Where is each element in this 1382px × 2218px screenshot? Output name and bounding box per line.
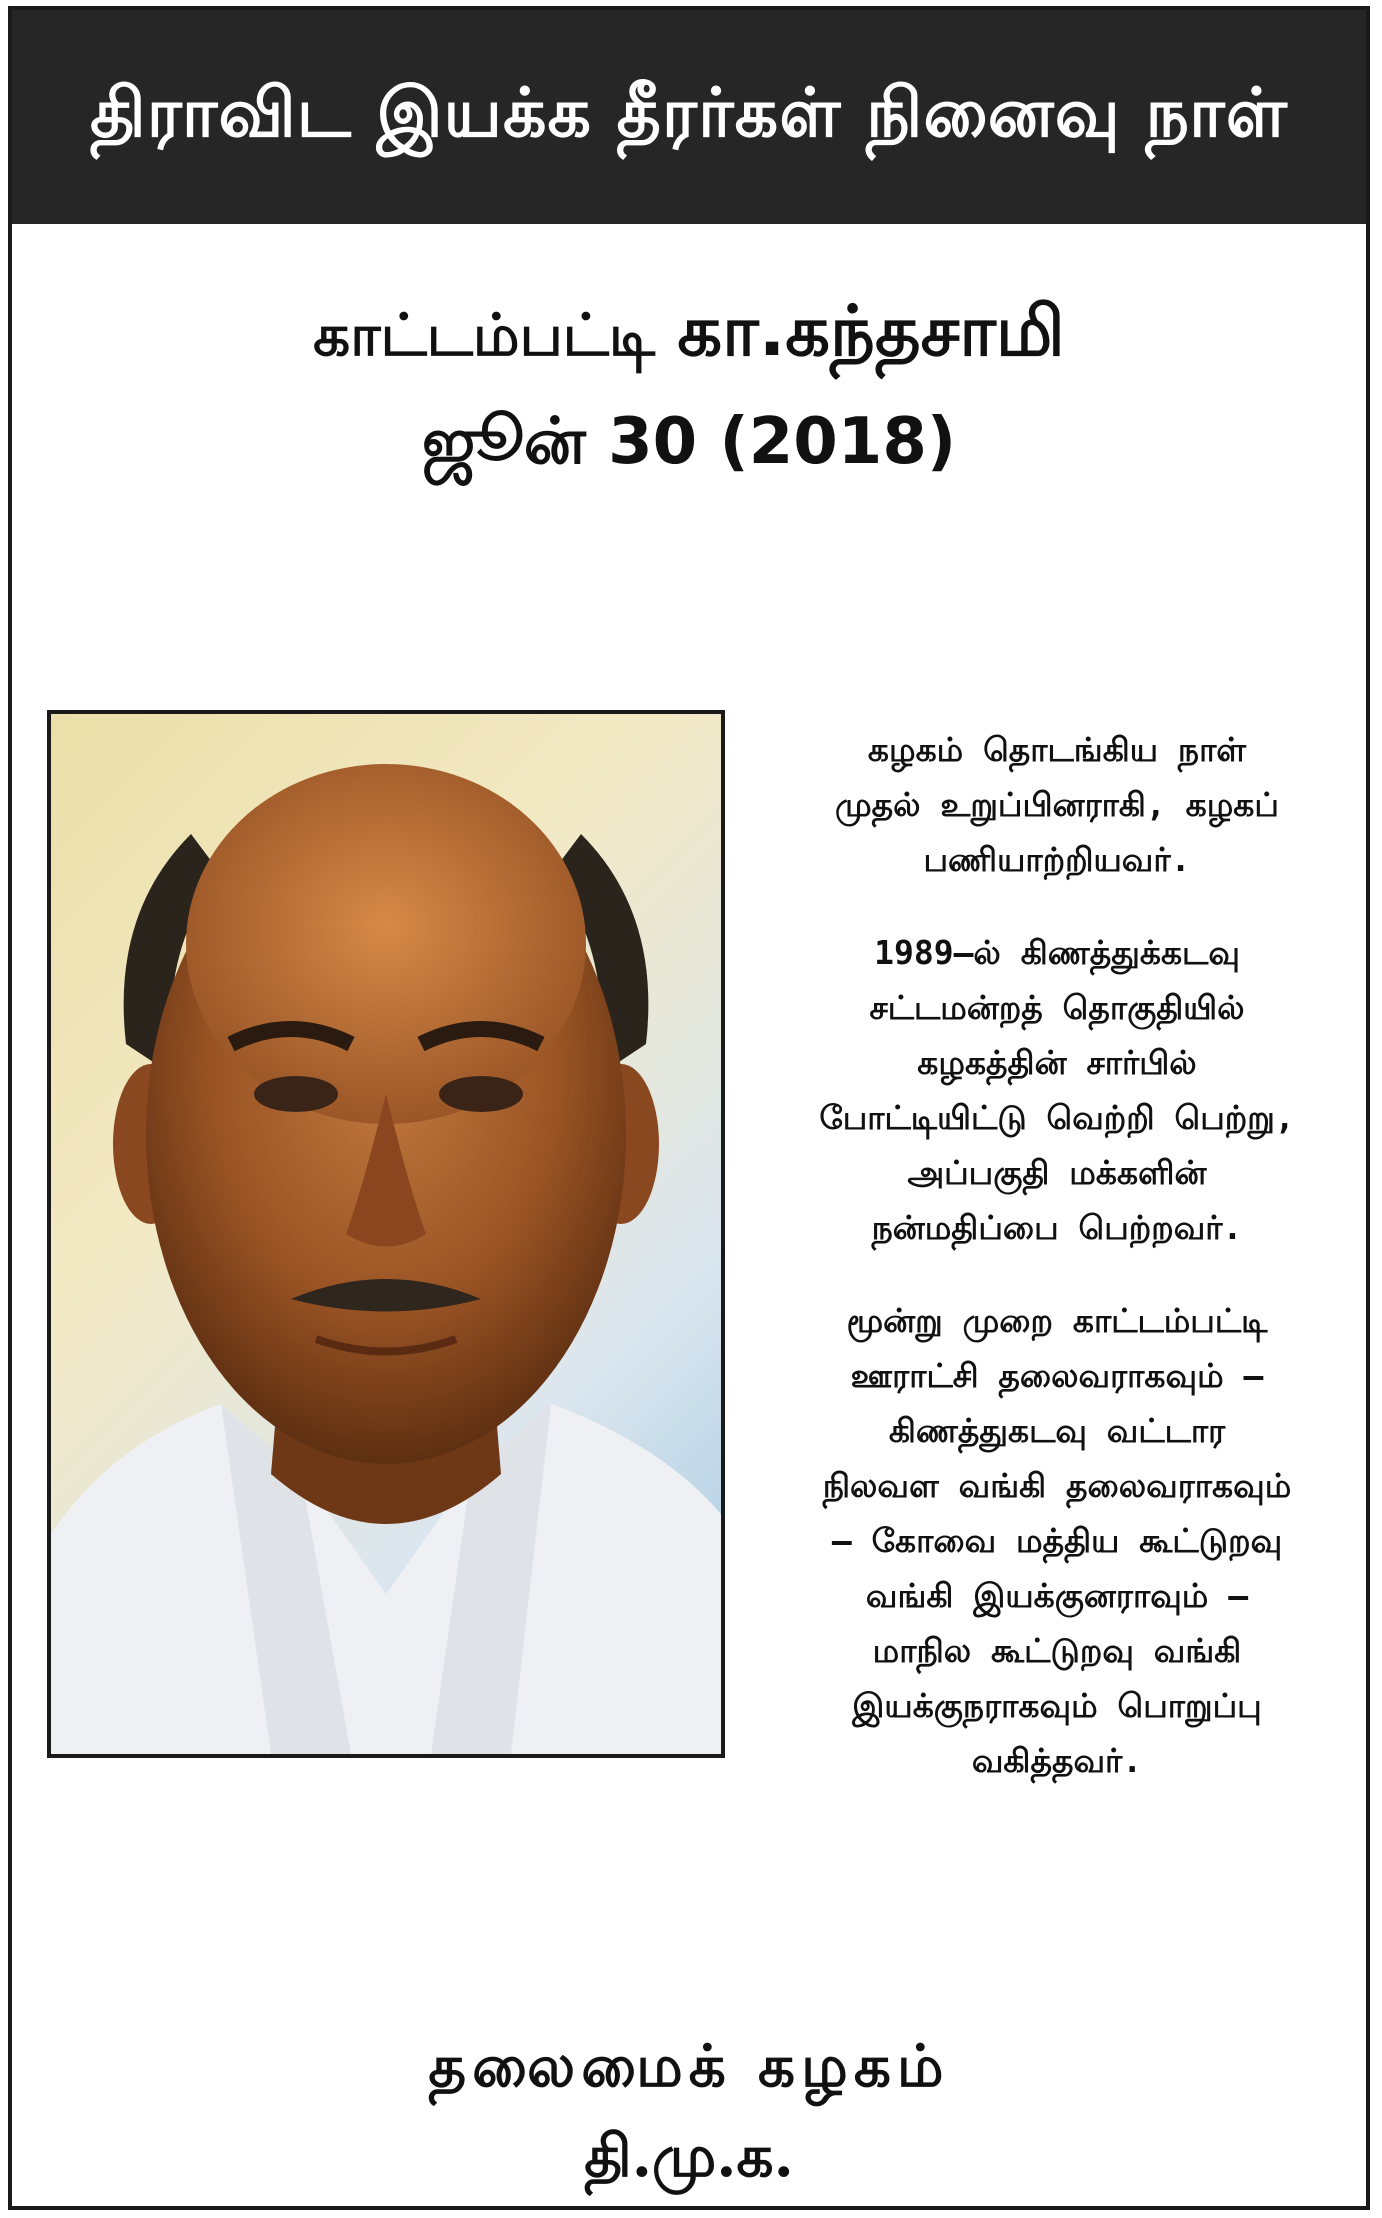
place-prefix: காட்டம்பட்டி [313, 301, 656, 369]
bio-line: மூன்று முறை காட்டம்பட்டி [846, 1301, 1268, 1340]
bio-paragraph [752, 1293, 1362, 1788]
memorial-date: ஜூன் 30 (2018) [421, 405, 957, 479]
bio-line: முதல் உறுப்பினராகி, கழகப் [835, 785, 1279, 824]
person-name: கா.கந்தசாமி [677, 290, 1065, 372]
bio-line: கழகம் தொடங்கிய நாள் [867, 730, 1247, 769]
bio-line: நன்மதிப்பை பெற்றவர். [871, 1208, 1243, 1247]
banner-title: திராவிட இயக்க தீரர்கள் நினைவு நாள் [90, 72, 1288, 153]
bio-line: அப்பகுதி மக்களின் [907, 1153, 1207, 1192]
bio-line: ஊராட்சி தலைவராகவும் – [850, 1356, 1264, 1395]
footer-party-name: தி.மு.க. [584, 2122, 794, 2190]
bio-line: – கோவை மத்திய கூட்டுறவு [831, 1521, 1283, 1560]
bio-line: சட்டமன்றத் தொகுதியில் [869, 988, 1245, 1027]
bio-line: கழகத்தின் சார்பில் [917, 1043, 1197, 1082]
bio-paragraph [752, 722, 1362, 887]
portrait-photo [47, 710, 725, 1758]
bio-paragraph [752, 925, 1362, 1255]
bio-line: மாநில கூட்டுறவு வங்கி [872, 1631, 1242, 1670]
biography-text [752, 722, 1362, 1826]
bio-line: கிணத்துகடவு வட்டார [888, 1411, 1226, 1450]
notice-frame [8, 6, 1370, 2210]
header-banner [12, 10, 1366, 224]
bio-line: வங்கி இயக்குனராவும் – [865, 1576, 1249, 1615]
bio-line: 1989–ல் கிணத்துக்கடவு [874, 933, 1240, 972]
bio-line: பணியாற்றியவர். [923, 840, 1191, 879]
person-name-line [12, 290, 1366, 381]
bio-line: நிலவள வங்கி தலைவராகவும் [822, 1466, 1292, 1505]
bio-line: இயக்குநராகவும் பொறுப்பு [852, 1686, 1262, 1725]
footer-organization: தலைமைக் கழகம் [428, 2032, 950, 2100]
bio-line: போட்டியிட்டு வெற்றி பெற்று, [819, 1098, 1295, 1137]
portrait-illustration [51, 714, 721, 1754]
bio-line: வகித்தவர். [971, 1741, 1143, 1780]
